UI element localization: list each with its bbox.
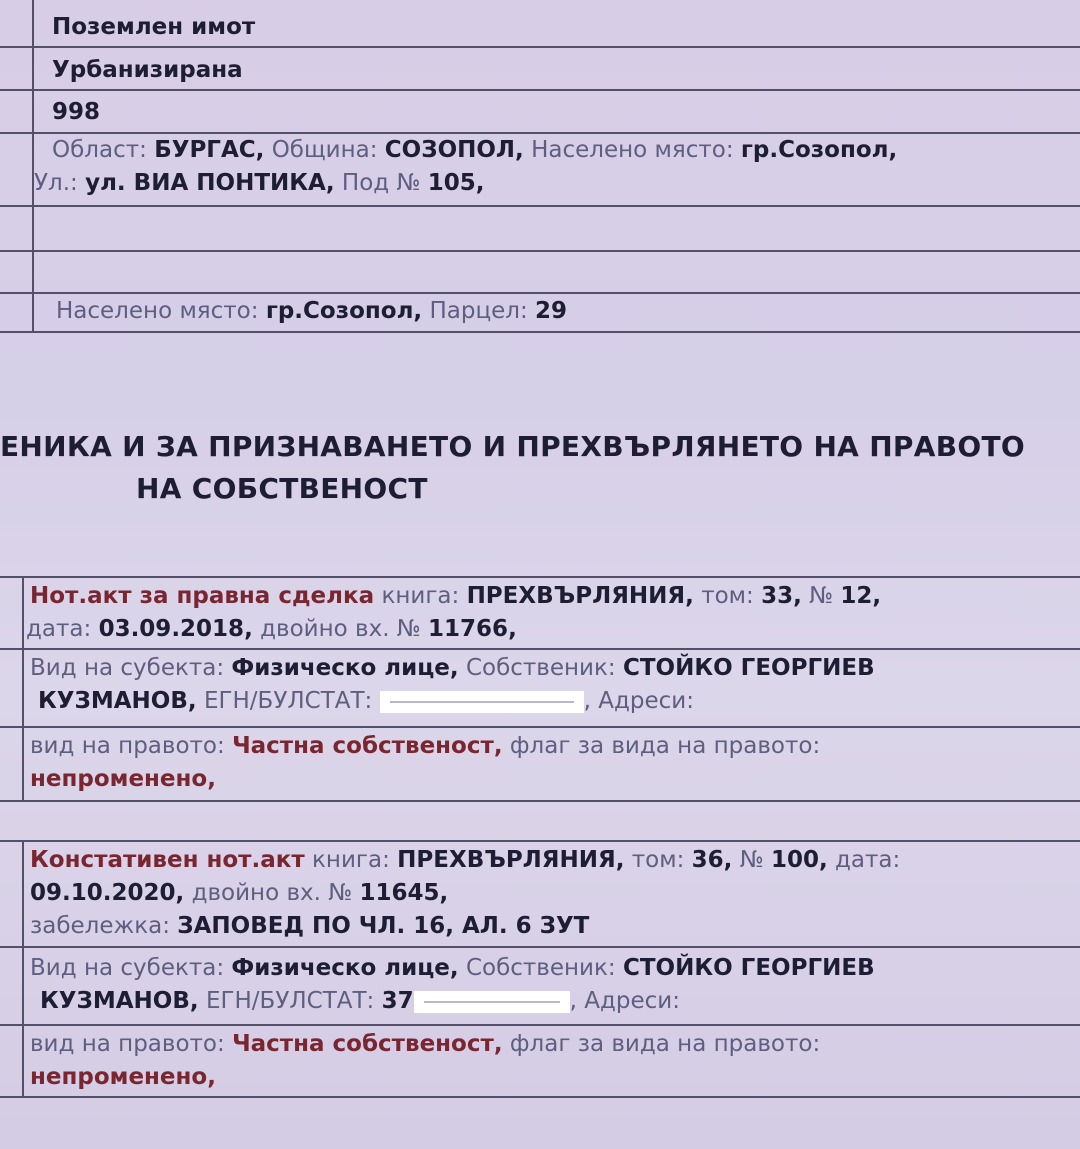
owner-surname: КУЗМАНОВ,: [38, 688, 197, 714]
house-no-value: 105,: [427, 170, 485, 196]
record-divider: [0, 1024, 1080, 1026]
property-number: 998: [52, 99, 101, 125]
table-row-divider: [0, 205, 1080, 207]
record-divider: [0, 800, 1080, 802]
right-value: Частна собственост,: [232, 1031, 503, 1057]
owner-name: СТОЙКО ГЕОРГИЕВ: [622, 955, 875, 981]
incoming-label: двойно вх. №: [191, 880, 353, 906]
right-label: вид на правото:: [30, 733, 225, 759]
act-title: Нот.акт за правна сделка: [30, 583, 375, 609]
parcel-place-value: гр.Созопол,: [265, 298, 423, 324]
incoming-value: 11766,: [428, 616, 517, 642]
subject-block: Вид на субекта: Физическо лице, Собственик: СТОЙКО ГЕОРГИЕВ КУЗМАНОВ, ЕГН/БУЛСТАТ: , Адреси:: [30, 655, 875, 714]
ownership-record-2: [0, 840, 1080, 1100]
table-row-divider: [0, 132, 1080, 134]
act-title: Констативен нот.акт: [30, 847, 305, 873]
act-block: [30, 844, 900, 943]
property-address-line2: [34, 170, 484, 196]
table-border: [32, 0, 34, 333]
egn-label: ЕГН/БУЛСТАТ:: [205, 988, 375, 1014]
incoming-label: двойно вх. №: [260, 616, 421, 642]
redaction-box: [380, 691, 584, 713]
property-category: Урбанизирана: [52, 57, 243, 83]
right-flag-value: непроменено,: [30, 1064, 216, 1090]
note-label: забележка:: [30, 913, 170, 939]
right-block: [30, 730, 820, 796]
book-label: книга:: [312, 847, 390, 873]
volume-label: том:: [701, 583, 754, 609]
oblast-label: Област:: [52, 137, 147, 163]
ownership-record-1: [0, 576, 1080, 804]
right-value: Частна собственост,: [232, 733, 503, 759]
table-row-divider: [0, 89, 1080, 91]
record-divider: [0, 1096, 1080, 1098]
table-row-divider: [0, 250, 1080, 252]
subject-kind-label: Вид на субекта:: [30, 655, 225, 681]
egn-visible: 37: [381, 988, 414, 1014]
book-value: ПРЕХВЪРЛЯНИЯ,: [466, 583, 694, 609]
property-table: [0, 0, 1080, 333]
owner-name: СТОЙКО ГЕОРГИЕВ: [622, 655, 875, 681]
act-no-label: №: [809, 583, 834, 609]
table-row-divider: [0, 331, 1080, 333]
obshtina-value: СОЗОПОЛ,: [384, 137, 524, 163]
parcel-label: Парцел:: [429, 298, 528, 324]
street-value: ул. ВИА ПОНТИКА,: [85, 170, 335, 196]
incoming-value: 11645,: [359, 880, 449, 906]
oblast-value: БУРГАС,: [154, 137, 265, 163]
property-type: Поземлен имот: [52, 14, 256, 40]
act-block: [26, 580, 882, 646]
record-divider: [0, 576, 1080, 578]
right-block: [30, 1028, 820, 1094]
owner-label: Собственик:: [465, 655, 616, 681]
date-value: 09.10.2020,: [30, 880, 185, 906]
addresses-label: Адреси:: [584, 988, 680, 1014]
section-title-line2: НА СОБСТВЕНОСТ: [136, 472, 428, 505]
right-label: вид на правото:: [30, 1031, 225, 1057]
record-divider: [0, 840, 1080, 842]
date-value: 03.09.2018,: [98, 616, 253, 642]
parcel-value: 29: [535, 298, 568, 324]
egn-label: ЕГН/БУЛСТАТ:: [203, 688, 373, 714]
act-no-label: №: [739, 847, 764, 873]
note-value: ЗАПОВЕД ПО ЧЛ. 16, АЛ. 6 ЗУТ: [177, 913, 590, 939]
section-title-line1: ЕНИКА И ЗА ПРИЗНАВАНЕТО И ПРЕХВЪРЛЯНЕТО НА ПРАВОТО: [0, 430, 1025, 463]
owner-surname: КУЗМАНОВ,: [40, 988, 199, 1014]
table-row-divider: [0, 46, 1080, 48]
house-no-label: Под №: [341, 170, 421, 196]
book-label: книга:: [381, 583, 460, 609]
subject-block: Вид на субекта: Физическо лице, Собственик: СТОЙКО ГЕОРГИЕВ КУЗМАНОВ, ЕГН/БУЛСТАТ: 37 , Адреси:: [30, 955, 875, 1014]
record-divider: [0, 648, 1080, 650]
table-row-divider: [0, 292, 1080, 294]
property-parcel-line: [56, 298, 567, 324]
addresses-label: Адреси:: [598, 688, 694, 714]
record-border: [22, 576, 24, 802]
volume-value: 36,: [691, 847, 733, 873]
street-label: Ул.:: [34, 170, 78, 196]
right-flag-label: флаг за вида на правото:: [509, 733, 821, 759]
subject-kind-value: Физическо лице,: [231, 955, 459, 981]
right-flag-value: непроменено,: [30, 766, 216, 792]
place-value: гр.Созопол,: [740, 137, 898, 163]
date-label: дата:: [835, 847, 901, 873]
property-address-line1: [52, 137, 897, 163]
volume-label: том:: [631, 847, 685, 873]
record-border: [22, 840, 24, 1098]
obshtina-label: Община:: [271, 137, 378, 163]
parcel-place-label: Населено място:: [56, 298, 259, 324]
act-no-value: 100,: [770, 847, 828, 873]
book-value: ПРЕХВЪРЛЯНИЯ,: [397, 847, 625, 873]
subject-kind-value: Физическо лице,: [231, 655, 459, 681]
record-divider: [0, 726, 1080, 728]
act-no-value: 12,: [840, 583, 882, 609]
place-label: Населено място:: [531, 137, 734, 163]
volume-value: 33,: [761, 583, 802, 609]
date-label: дата:: [26, 616, 92, 642]
owner-label: Собственик:: [465, 955, 616, 981]
record-divider: [0, 946, 1080, 948]
redaction-box: [414, 991, 570, 1013]
subject-kind-label: Вид на субекта:: [30, 955, 225, 981]
right-flag-label: флаг за вида на правото:: [509, 1031, 821, 1057]
